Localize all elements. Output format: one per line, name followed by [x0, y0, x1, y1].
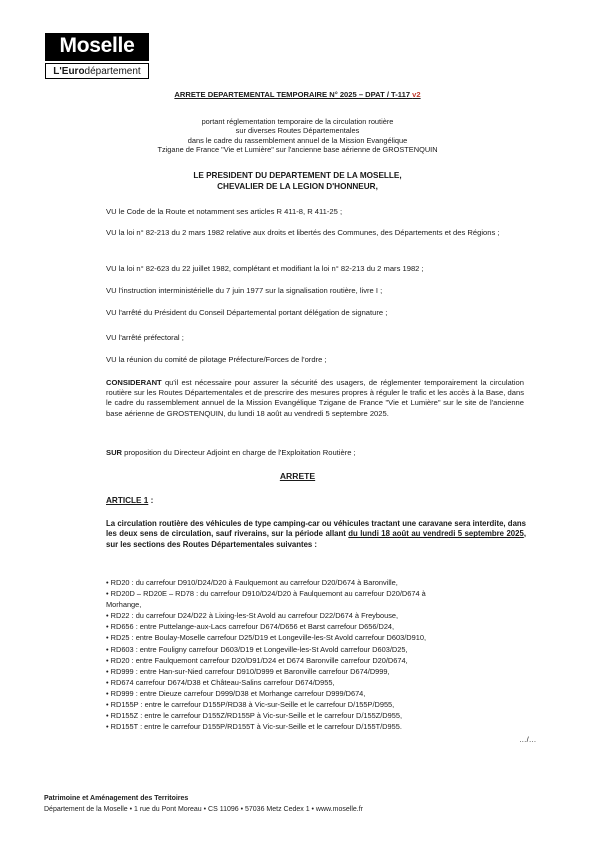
president-line: LE PRESIDENT DU DEPARTEMENT DE LA MOSELLE,: [193, 171, 402, 180]
logo-tagline-euro: L'Euro: [53, 66, 85, 77]
visa-item: VU la loi n° 82-213 du 2 mars 1982 relative aux droits et libertés des Communes, des Départements et des Régions ;: [106, 228, 500, 237]
route-item: • RD155Z : entre le carrefour D155Z/RD155P à Vic-sur-Seille et le carrefour D/155Z/D955,: [106, 711, 403, 721]
president-heading: [0, 171, 595, 192]
route-item: • RD155T : entre le carrefour D155P/RD155T à Vic-sur-Seille et le carrefour D/155T/D955.: [106, 722, 402, 732]
considerant-text: qu'il est nécessaire pour assurer la sécurité des usagers, de réglementer temporairement la circulation routière sur les Routes Départementales et de prescrire des mesures propres à réguler le trafic et les accès à la Base, dans le cadre du rassemblement annuel de la Mission Evangélique Tzigane de France "Vie et Lumière" sur le site de l'ancienne base aérienne de GROSTENQUIN, du lundi 18 août au vendredi 5 septembre 2025.: [106, 378, 524, 418]
intro-line: portant réglementation temporaire de la circulation routière: [201, 117, 394, 126]
article-1-heading: [106, 496, 153, 505]
route-item: • RD25 : entre Boulay-Moselle carrefour D25/D19 et Longeville-les-St Avold carrefour D603/D910,: [106, 633, 426, 643]
article-text-part1: La circulation routière des véhicules de type camping-car ou véhicules tractant une caravane sera interdite, dans les deux sens de circulation, sauf riverains, sur la période allant: [106, 519, 526, 539]
route-item: • RD999 : entre Dieuze carrefour D999/D38 et Morhange carrefour D999/D674,: [106, 688, 366, 698]
intro-block: [0, 117, 595, 155]
intro-line: sur diverses Routes Départementales: [235, 126, 360, 136]
routes-list: [106, 577, 526, 732]
page-footer: [44, 793, 363, 815]
route-item: Morhange,: [106, 600, 142, 610]
route-item: • RD20 : entre Faulquemont carrefour D20/D91/D24 et D674 Baronville carrefour D20/D674,: [106, 655, 408, 665]
article-1-text: [106, 519, 526, 550]
route-item: • RD656 : entre Puttelange-aux-Lacs carrefour D674/D656 et Barst carrefour D656/D24,: [106, 622, 395, 632]
route-item: • RD20D – RD20E – RD78 : du carrefour D910/D24/D20 à Faulquemont au carrefour D20/D674 à: [106, 589, 426, 599]
visa-item: VU la réunion du comité de pilotage Préfecture/Forces de l'ordre ;: [106, 355, 327, 364]
sur-label: SUR: [106, 448, 123, 457]
footer-service: Patrimoine et Aménagement des Territoires: [44, 795, 189, 802]
intro-line: Tzigane de France "Vie et Lumière" sur l'ancienne base aérienne de GROSTENQUIN: [157, 145, 438, 155]
president-line: CHEVALIER DE LA LEGION D'HONNEUR,: [217, 181, 378, 191]
visa-item: VU le Code de la Route et notamment ses articles R 411-8, R 411-25 ;: [106, 207, 343, 216]
logo-tagline-dept: département: [84, 66, 141, 77]
article-dates: du lundi 18 août au vendredi 5 septembre 2025: [348, 529, 524, 539]
considerant-label: CONSIDERANT: [106, 378, 162, 387]
footer-address: Département de la Moselle • 1 rue du Pont Moreau • CS 11096 • 57036 Metz Cedex 1 • www.moselle.fr: [44, 806, 364, 813]
route-item: • RD155P : entre le carrefour D155P/RD38 à Vic-sur-Seille et le carrefour D/155P/D955,: [106, 700, 395, 710]
article-heading-suffix: :: [148, 496, 154, 505]
considerant-paragraph: [106, 378, 524, 419]
logo-wordmark: Moselle: [45, 33, 149, 61]
route-item: • RD674 carrefour D674/D38 et Château-Salins carrefour D674/D955,: [106, 677, 335, 687]
visa-item: VU l'instruction interministérielle du 7 juin 1977 sur la signalisation routière, livre I ;: [106, 286, 383, 295]
article-text-part2: , sur les sections des Routes Départementales suivantes :: [106, 529, 526, 549]
sur-text: proposition du Directeur Adjoint en charge de l'Exploitation Routière ;: [122, 448, 356, 457]
route-item: • RD20 : du carrefour D910/D24/D20 à Faulquemont au carrefour D20/D674 à Baronville,: [106, 578, 398, 587]
sur-paragraph: [106, 448, 524, 458]
continuation-marker: …/…: [519, 735, 537, 744]
intro-line: dans le cadre du rassemblement annuel de la Mission Evangélique: [187, 135, 408, 145]
arrete-title-main: ARRETE DEPARTEMENTAL TEMPORAIRE N° 2025 – DPAT / T-117: [174, 90, 413, 99]
route-item: • RD999 : entre Han-sur-Nied carrefour D910/D999 et Baronville carrefour D674/D999,: [106, 666, 390, 676]
article-heading-text: ARTICLE 1: [106, 496, 149, 505]
route-item: • RD603 : entre Fouligny carrefour D603/D19 et Longeville-les-St Avold carrefour D603/D25,: [106, 644, 408, 654]
visa-item: VU l'arrêté du Président du Conseil Départemental portant délégation de signature ;: [106, 308, 388, 317]
route-item: • RD22 : du carrefour D24/D22 à Lixing-les-St Avold au carrefour D22/D674 à Freybouse,: [106, 611, 399, 621]
visa-item: VU la loi n° 82-623 du 22 juillet 1982, complétant et modifiant la loi n° 82-213 du 2 mars 1982 ;: [106, 264, 424, 273]
arrete-heading: ARRETE: [279, 471, 316, 481]
arrete-title: [0, 90, 595, 99]
logo-tagline: [45, 63, 149, 79]
moselle-logo: [45, 33, 149, 81]
visa-item: VU l'arrêté préfectoral ;: [106, 333, 184, 342]
arrete-version: v2: [412, 90, 421, 99]
